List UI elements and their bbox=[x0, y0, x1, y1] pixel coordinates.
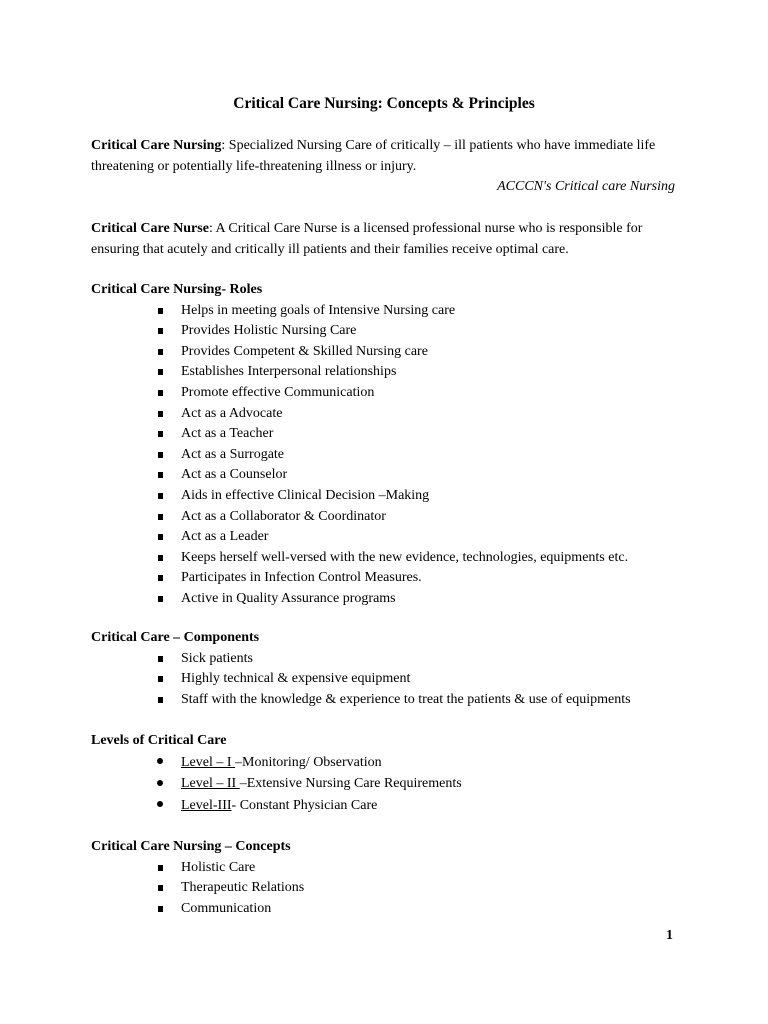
nurse-definition-paragraph bbox=[91, 219, 681, 260]
square-bullet-icon bbox=[158, 575, 163, 581]
list-item: Active in Quality Assurance programs bbox=[91, 589, 681, 610]
square-bullet-icon bbox=[158, 390, 163, 396]
components-list bbox=[91, 649, 681, 711]
square-bullet-icon bbox=[158, 411, 163, 417]
level-label: Level – I bbox=[181, 754, 236, 770]
nurse-definition-section bbox=[91, 219, 681, 260]
square-bullet-icon bbox=[158, 369, 163, 375]
square-bullet-icon bbox=[158, 308, 163, 314]
page-number: 1 bbox=[666, 928, 673, 943]
levels-list bbox=[91, 752, 681, 817]
square-bullet-icon bbox=[158, 885, 163, 891]
square-bullet-icon bbox=[158, 596, 163, 602]
square-bullet-icon bbox=[158, 555, 163, 561]
levels-heading: Levels of Critical Care bbox=[91, 733, 227, 748]
level-label: Level-III bbox=[181, 797, 232, 813]
nurse-definition-term: Critical Care Nurse bbox=[91, 221, 209, 236]
list-item: Staff with the knowledge & experience to treat the patients & use of equipments bbox=[91, 690, 681, 711]
level-text: –Extensive Nursing Care Requirements bbox=[239, 776, 462, 792]
concepts-list bbox=[91, 858, 681, 920]
components-section bbox=[91, 628, 681, 710]
square-bullet-icon bbox=[158, 534, 163, 540]
definition-citation: ACCCN's Critical care Nursing bbox=[497, 179, 675, 195]
list-item: Act as a Surrogate bbox=[91, 445, 681, 466]
square-bullet-icon bbox=[158, 865, 163, 871]
square-bullet-icon bbox=[158, 697, 163, 703]
square-bullet-icon bbox=[158, 514, 163, 520]
list-item: Establishes Interpersonal relationships bbox=[91, 362, 681, 383]
concepts-section bbox=[91, 837, 681, 919]
list-item: Participates in Infection Control Measures. bbox=[91, 568, 681, 589]
square-bullet-icon bbox=[158, 676, 163, 682]
list-item bbox=[91, 752, 681, 774]
list-item: Act as a Teacher bbox=[91, 424, 681, 445]
square-bullet-icon bbox=[158, 328, 163, 334]
round-bullet-icon bbox=[157, 758, 163, 764]
square-bullet-icon bbox=[158, 452, 163, 458]
list-item bbox=[91, 773, 681, 795]
definition-paragraph bbox=[91, 136, 681, 177]
list-item: Act as a Counselor bbox=[91, 465, 681, 486]
list-item: Sick patients bbox=[91, 649, 681, 670]
nurse-definition-text: : A Critical Care Nurse is a licensed professional nurse who is responsible for ensuring that acutely and critically ill patients and their families receive optimal care. bbox=[91, 221, 643, 257]
list-item: Provides Holistic Nursing Care bbox=[91, 321, 681, 342]
list-item: Act as a Leader bbox=[91, 527, 681, 548]
level-text: - Constant Physician Care bbox=[231, 797, 378, 813]
level-label: Level – II bbox=[181, 776, 240, 792]
definition-term: Critical Care Nursing bbox=[91, 138, 222, 153]
round-bullet-icon bbox=[157, 780, 163, 786]
list-item: Aids in effective Clinical Decision –Making bbox=[91, 486, 681, 507]
list-item: Provides Competent & Skilled Nursing care bbox=[91, 342, 681, 363]
document-title: Critical Care Nursing: Concepts & Principles bbox=[233, 95, 535, 112]
components-heading: Critical Care – Components bbox=[91, 630, 260, 645]
square-bullet-icon bbox=[158, 472, 163, 478]
list-item: Highly technical & expensive equipment bbox=[91, 669, 681, 690]
list-item: Communication bbox=[91, 899, 681, 920]
square-bullet-icon bbox=[158, 493, 163, 499]
roles-section bbox=[91, 280, 681, 610]
list-item: Promote effective Communication bbox=[91, 383, 681, 404]
concepts-heading: Critical Care Nursing – Concepts bbox=[91, 839, 291, 854]
list-item: Therapeutic Relations bbox=[91, 878, 681, 899]
round-bullet-icon bbox=[157, 801, 163, 807]
square-bullet-icon bbox=[158, 906, 163, 912]
list-item: Act as a Collaborator & Coordinator bbox=[91, 507, 681, 528]
square-bullet-icon bbox=[158, 656, 163, 662]
list-item bbox=[91, 795, 681, 817]
list-item: Keeps herself well-versed with the new evidence, technologies, equipments etc. bbox=[91, 548, 681, 569]
roles-heading: Critical Care Nursing- Roles bbox=[91, 282, 263, 297]
list-item: Helps in meeting goals of Intensive Nursing care bbox=[91, 301, 681, 322]
list-item: Holistic Care bbox=[91, 858, 681, 879]
level-text: –Monitoring/ Observation bbox=[235, 754, 382, 770]
roles-list bbox=[91, 301, 681, 610]
levels-section bbox=[91, 731, 681, 816]
square-bullet-icon bbox=[158, 431, 163, 437]
list-item: Act as a Advocate bbox=[91, 404, 681, 425]
definition-text: : Specialized Nursing Care of critically – ill patients who have immediate life threatening or potentially life-threatening illness or injury. bbox=[91, 138, 656, 174]
definition-section bbox=[91, 136, 681, 198]
square-bullet-icon bbox=[158, 349, 163, 355]
